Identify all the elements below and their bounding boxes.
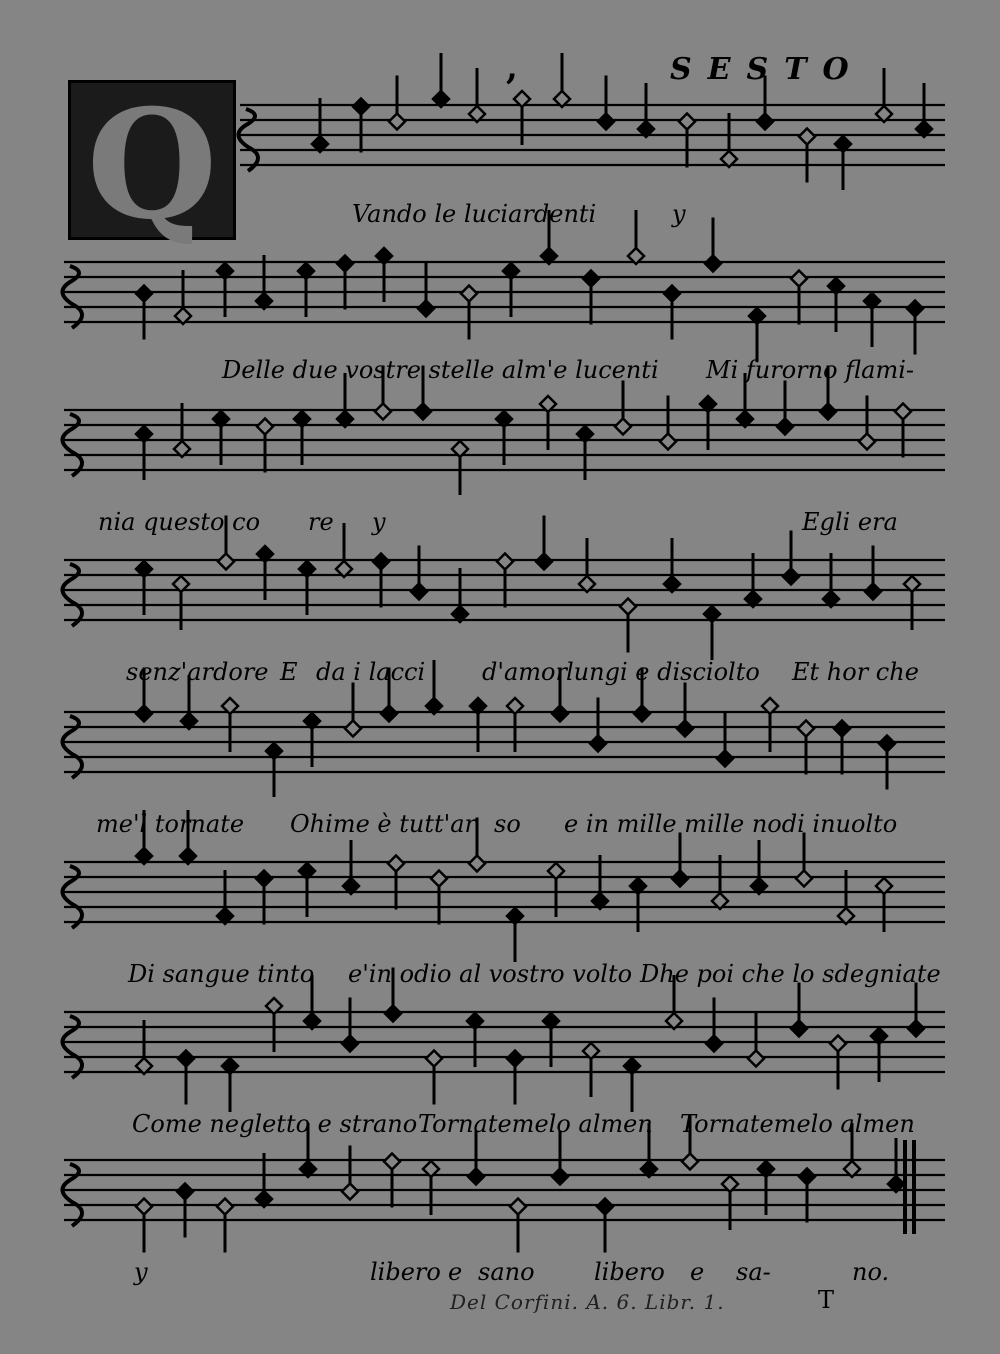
lyric-word: e [448, 1258, 463, 1286]
lyric-word: e in mille mille nodi inuolto [564, 810, 898, 838]
note-head [590, 736, 606, 752]
custos-mark: T [818, 1286, 835, 1314]
clef-icon [62, 866, 82, 928]
note-head [660, 434, 676, 450]
note-head [431, 871, 447, 887]
note-head [136, 1199, 152, 1215]
lyric-word: Delle due vostre stelle alm'e lucenti [222, 356, 659, 384]
note-head [342, 1184, 358, 1200]
note-head [507, 1051, 523, 1067]
clef-icon [62, 564, 82, 626]
note-head [791, 271, 807, 287]
lyric-word: Tornatemelo almen [680, 1110, 915, 1138]
lyric-word: e [690, 1258, 705, 1286]
note-head [345, 721, 361, 737]
note-head [634, 706, 650, 722]
note-head [381, 706, 397, 722]
part-name: SESTO [670, 52, 865, 87]
note-head [748, 1051, 764, 1067]
lyric-word: nia questo co [98, 508, 261, 536]
printer-signature: Del Corfini. A. 6. Libr. 1. [450, 1290, 725, 1314]
note-head [218, 554, 234, 570]
note-head [388, 856, 404, 872]
note-head [830, 1036, 846, 1052]
lyric-word: libero [594, 1258, 665, 1286]
lyric-word: Dhe poi che lo sdegniate [640, 960, 941, 988]
clef-icon [62, 1164, 82, 1226]
note-head [384, 1154, 400, 1170]
note-head [598, 114, 614, 130]
note-head [620, 599, 636, 615]
lyric-word: y [134, 1258, 148, 1286]
note-head [353, 99, 369, 115]
note-head [136, 706, 152, 722]
note-head [834, 721, 850, 737]
lyric-word: Tornatemelo almen [418, 1110, 653, 1138]
note-head [879, 736, 895, 752]
clef-icon [238, 109, 258, 171]
note-head [615, 419, 631, 435]
note-head [907, 301, 923, 317]
lyric-word: libero [370, 1258, 441, 1286]
lyric-word: Et hor che [792, 658, 919, 686]
note-head [375, 404, 391, 420]
note-head [497, 554, 513, 570]
note-head [415, 404, 431, 420]
lyric-word: y [372, 508, 386, 536]
note-head [389, 114, 405, 130]
note-head [677, 721, 693, 737]
note-head [798, 721, 814, 737]
lyric-word: sa- [736, 1258, 771, 1286]
lyric-word: lungi e disciolto [566, 658, 760, 686]
note-head [865, 584, 881, 600]
note-head [217, 1199, 233, 1215]
note-head [859, 434, 875, 450]
note-head [597, 1199, 613, 1215]
note-head [136, 286, 152, 302]
lyric-word: Come negletto e strano [132, 1110, 418, 1138]
note-head [337, 256, 353, 272]
note-head [783, 569, 799, 585]
note-head [583, 271, 599, 287]
lyric-word: Egli era [802, 508, 898, 536]
note-head [679, 114, 695, 130]
lyric-word: da i lacci [316, 658, 426, 686]
lyric-word: sano [478, 1258, 535, 1286]
lyric-word: me'l tornate [96, 810, 245, 838]
lyric-word: d'amor [482, 658, 567, 686]
note-head [757, 114, 773, 130]
note-head [342, 1036, 358, 1052]
lyric-word: so [494, 810, 521, 838]
note-head [385, 1006, 401, 1022]
note-head [256, 871, 272, 887]
note-head [469, 856, 485, 872]
note-head [820, 404, 836, 420]
note-head [908, 1021, 924, 1037]
note-head [461, 286, 477, 302]
note-head [799, 1169, 815, 1185]
note-head [664, 286, 680, 302]
lyric-word: re [308, 508, 334, 536]
note-head [799, 129, 815, 145]
note-head [257, 419, 273, 435]
lyric-word: senz'ardore [126, 658, 269, 686]
lyric-word: y [672, 200, 686, 228]
note-head [418, 301, 434, 317]
note-head [536, 554, 552, 570]
note-head [777, 419, 793, 435]
note-head [717, 751, 733, 767]
lyric-word: Ohime è tutt'ar [290, 810, 476, 838]
note-head [468, 1169, 484, 1185]
note-head [705, 256, 721, 272]
note-head [791, 1021, 807, 1037]
clef-icon [62, 1016, 82, 1078]
clef-icon [62, 716, 82, 778]
note-head [510, 1199, 526, 1215]
page-mark: , [506, 48, 518, 88]
note-head [426, 1051, 442, 1067]
initial-letter: Q [86, 77, 218, 253]
lyric-word: E [280, 658, 298, 686]
note-head [411, 584, 427, 600]
lyric-word: Vando le luciardenti [352, 200, 597, 228]
lyric-word: e'in odio al vostro volto [348, 960, 633, 988]
clef-icon [62, 266, 82, 328]
note-head [706, 1036, 722, 1052]
note-head [672, 871, 688, 887]
lyric-word: Di sangue tinto [128, 960, 315, 988]
note-head [895, 404, 911, 420]
lyric-word: Mi furorno flami- [706, 356, 915, 384]
note-head [796, 871, 812, 887]
note-head [178, 1051, 194, 1067]
note-head [682, 1154, 698, 1170]
note-head [552, 706, 568, 722]
lyric-word: no. [852, 1258, 890, 1286]
note-head [373, 554, 389, 570]
note-head [552, 1169, 568, 1185]
note-head [177, 1184, 193, 1200]
clef-icon [62, 414, 82, 476]
